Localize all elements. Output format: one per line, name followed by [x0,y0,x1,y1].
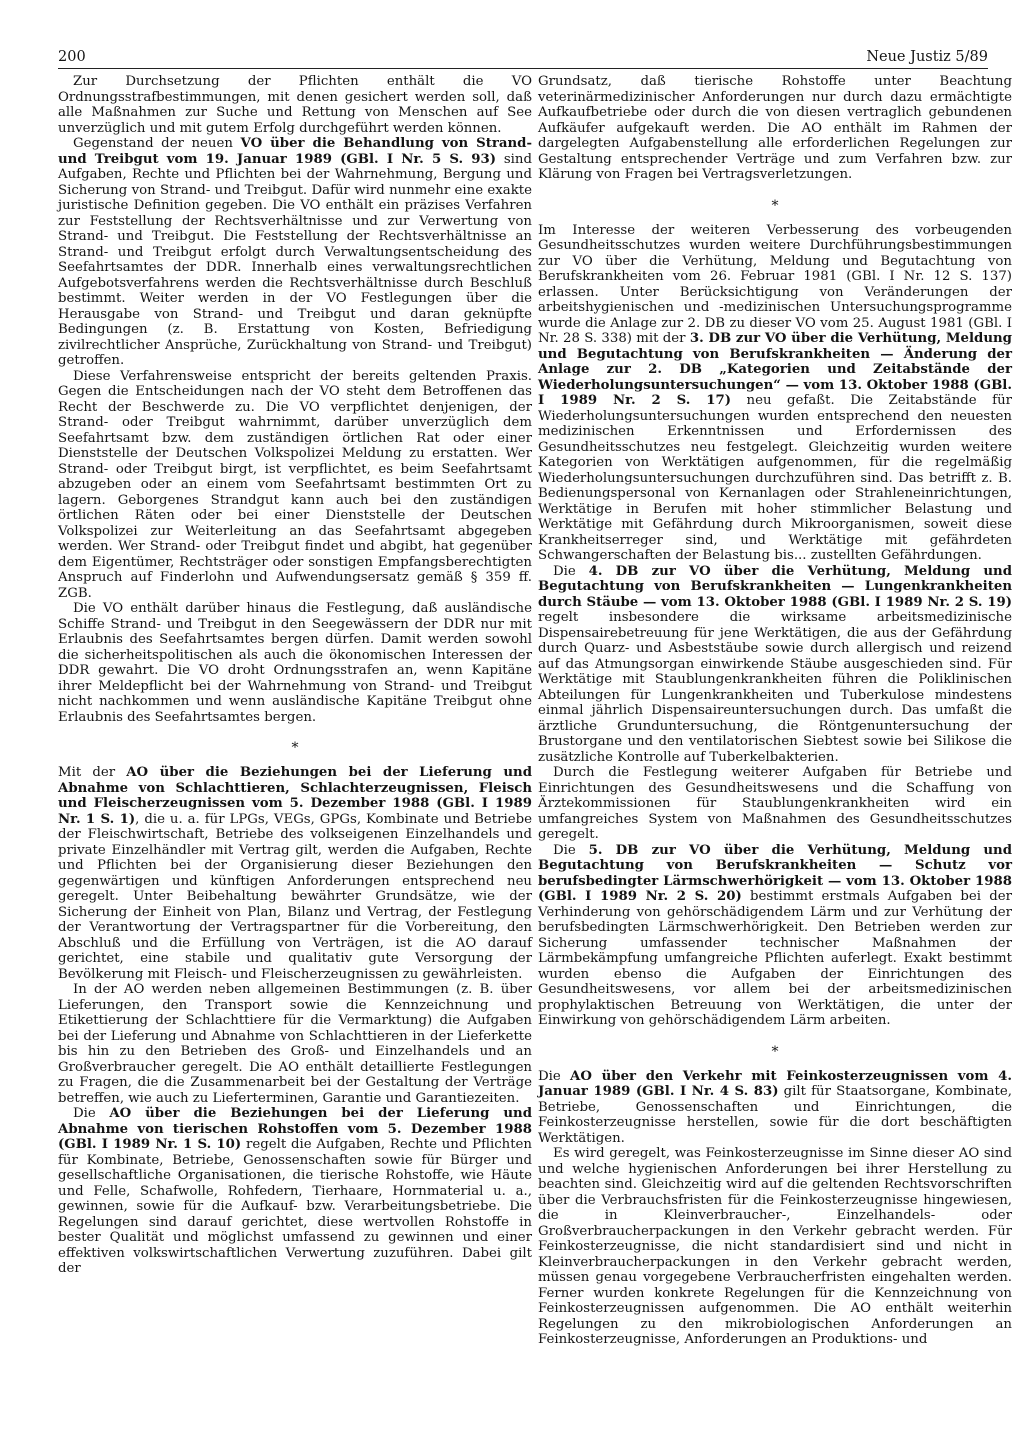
page-header [58,46,988,69]
paragraph: Grundsatz, daß tierische Rohstoffe unter Beachtung veterinärmedizinischer Anforderungen nur durch dazu ermächtigte Aufkaufbetriebe oder durch die von diesen vertraglich gebundenen Aufkäufer aufgekauft werden. Die AO enthält im Rahmen der dargelegten Aufgabenstellung alle erforderlichen Regelungen zur Gestaltung entsprechender Verträge und zum Verfahren bzw. zur Klärung von Fragen bei Vertragsverletzungen. [538,74,1012,182]
paragraph: Gegenstand der neuen VO über die Behandlung von Strand- und Treibgut vom 19. Januar 1989 (GBl. I Nr. 5 S. 93) sind Aufgaben, Rechte und Pflichten bei der Wahrnehmung, Bergung und Sicherung von Strand- und Treibgut. Dafür wird nunmehr eine exakte juristische Definition gegeben. Die VO enthält ein präzises Verfahren zur Feststellung der Rechtsverhältnisse und zur Verwertung von Strand- und Treibgut. Die Feststellung der Rechtsverhältnisse an Strand- und Treibgut erfolgt durch Verwaltungsentscheidung des Seefahrtsamtes der DDR. Innerhalb eines verwaltungsrechtlichen Aufgebotsverfahrens werden die Rechtsverhältnisse durch Beschluß bestimmt. Weiter werden in der VO Festlegungen über die Herausgabe von Strand- und Treibgut und daran geknüpfte Bedingungen (z. B. Erstattung von Kosten, Befriedigung zivilrechtlicher Ansprüche, Zurückhaltung von Strand- und Treibgut) getroffen. [58,136,532,368]
journal-issue: Neue Justiz 5/89 [866,49,988,65]
regulation-title: AO über die Beziehungen bei der Lieferung und Abnahme von Schlachttieren, Schlachterzeugnissen, Fleisch und Fleischerzeugnissen vom 5. Dezember 1988 (GBl. I 1989 Nr. 1 S. 1) [58,765,532,827]
regulation-title: 4. DB zur VO über die Verhütung, Meldung und Begutachtung von Berufskrankheiten — Lungenkrankheiten durch Stäube — vom 13. Oktober 1988 (GBl. I 1989 Nr. 2 S. 19) [538,563,1012,610]
paragraph: Die VO enthält darüber hinaus die Festlegung, daß ausländische Schiffe Strand- und Treibgut in den Seegewässern der DDR nur mit Erlaubnis des Seefahrtsamtes bergen dürfen. Damit werden sowohl die sicherheitspolitischen als auch die ökonomischen Interessen der DDR gewahrt. Die VO droht Ordnungsstrafen an, wenn Kapitäne ihrer Meldepflicht bei der Wahrnehmung von Strand- und Treibgut nicht nachkommen und wenn ausländische Kapitäne Treibgut ohne Erlaubnis des Seefahrtsamtes bergen. [58,601,532,725]
paragraph: Die 5. DB zur VO über die Verhütung, Meldung und Begutachtung von Berufskrankheiten — Schutz vor berufsbedingter Lärmschwerhörigkeit — vom 13. Oktober 1988 (GBl. I 1989 Nr. 2 S. 20) bestimmt erstmals Aufgaben bei der Verhinderung von gehörschädigendem Lärm und zur Verhütung der berufsbedingten Lärmschwerhörigkeit. Den Betrieben werden zur Sicherung umfassender technischer Maßnahmen der Lärmbekämpfung umfangreiche Pflichten auferlegt. Exakt bestimmt wurden ebenso die Aufgaben der Einrichtungen des Gesundheitswesens, vor allem bei der arbeitsmedizinischen prophylaktischen Betreuung von Werktätigen, die unter der Einwirkung von gehörschädigendem Lärm arbeiten. [538,842,1012,1028]
page-number: 200 [58,49,86,65]
paragraph: Die 4. DB zur VO über die Verhütung, Meldung und Begutachtung von Berufskrankheiten — Lungenkrankheiten durch Stäube — vom 13. Oktober 1988 (GBl. I 1989 Nr. 2 S. 19) regelt insbesondere die wirksame arbeitsmedizinische Dispensairebetreuung für jene Werktätigen, die aus der Gefährdung durch Quarz- und Asbeststäube sowie durch allergisch und reizend auf das Atmungsorgan einwirkende Stäube ausgeschieden sind. Für Werktätige mit Staublungenkrankheiten führen die Poliklinischen Abteilungen für Lungenkrankheiten und Tuberkulose mindestens einmal jährlich Dispensaireuntersuchungen durch. Das umfaßt die ärztliche Grunduntersuchung, die Röntgenuntersuchung der Brustorgane und den ventilatorischen Siebtest sowie bei Silikose die zusätzliche Kontrolle auf Tuberkelbakterien. [538,563,1012,765]
paragraph: In der AO werden neben allgemeinen Bestimmungen (z. B. über Lieferungen, den Transport sowie die Kennzeichnung und Etikettierung der Schlachttiere für die Vermarktung) die Aufgaben bei der Lieferung und Abnahme von Schlachttieren in der Lieferkette bis hin zu den Betrieben des Groß- und Einzelhandels und an Großverbraucher geregelt. Die AO enthält detaillierte Festlegungen zu Fragen, die die Zusammenarbeit bei der Gestaltung der Verträge betreffen, wie auch zu Lieferterminen, Garantie und Garantiezeiten. [58,982,532,1106]
right-column [538,74,1012,1348]
section-separator: * [771,197,779,214]
paragraph: Es wird geregelt, was Feinkosterzeugnisse im Sinne dieser AO sind und welche hygienischen Anforderungen bei ihrer Herstellung zu beachten sind. Gleichzeitig wird auf die geltenden Rechtsvorschriften über die Verbrauchsfristen für die Feinkosterzeugnisse hingewiesen, die in Kleinverbraucher-, Einzelhandels- oder Großverbraucherpackungen in den Verkehr gebracht werden. Für Feinkosterzeugnisse, die nicht standardisiert sind und nicht in Kleinverbraucherpackungen in den Verkehr gebracht werden, müssen genau vorgegebene Verbraucherfristen eingehalten werden. Ferner wurden konkrete Regelungen für die Kennzeichnung von Feinkosterzeugnissen aufgenommen. Die AO enthält weiterhin Regelungen zu den mikrobiologischen Anforderungen an Feinkosterzeugnisse, Anforderungen an Produktions- und [538,1146,1012,1347]
paragraph: Die AO über den Verkehr mit Feinkosterzeugnissen vom 4. Januar 1989 (GBl. I Nr. 4 S. 83) gilt für Staatsorgane, Kombinate, Betriebe, Genossenschaften und Einrichtungen, die Feinkosterzeugnisse herstellen, sowie für die dort beschäftigten Werktätigen. [538,1068,1012,1146]
paragraph: Durch die Festlegung weiterer Aufgaben für Betriebe und Einrichtungen des Gesundheitswesens und die Schaffung von Ärztekommissionen für Staublungenkrankheiten wird ein umfangreiches System von Maßnahmen des Gesundheitsschutzes geregelt. [538,765,1012,842]
regulation-title: AO über den Verkehr mit Feinkosterzeugnissen vom 4. Januar 1989 (GBl. I Nr. 4 S. 83) [538,1068,1012,1099]
paragraph: Diese Verfahrensweise entspricht der bereits geltenden Praxis. Gegen die Entscheidungen nach der VO steht dem Betroffenen das Recht der Beschwerde zu. Die VO verpflichtet denjenigen, der Strand- oder Treibgut wahrnimmt, darüber unverzüglich dem Seefahrtsamt bzw. dem zuständigen örtlichen Rat oder einer Dienststelle der Deutschen Volkspolizei Meldung zu erstatten. Wer Strand- oder Treibgut birgt, ist verpflichtet, es beim Seefahrtsamt abzugeben oder an einem vom Seefahrtsamt bestimmten Ort zu lagern. Geborgenes Strandgut kann auch bei den zuständigen örtlichen Räten oder bei einer Dienststelle der Deutschen Volkspolizei zur Weiterleitung an das Seefahrtsamt abgegeben werden. Wer Strand- oder Treibgut findet und abgibt, hat gegenüber dem Eigentümer, Rechtsträger oder sonstigen Empfangsberechtigten Anspruch auf Finderlohn und Aufwendungsersatz gemäß § 359 ff. ZGB. [58,368,532,601]
regulation-title: AO über die Beziehungen bei der Lieferung und Abnahme von tierischen Rohstoffen vom 5. Dezember 1988 (GBl. I 1989 Nr. 1 S. 10) [58,1106,532,1152]
paragraph: Im Interesse der weiteren Verbesserung des vorbeugenden Gesundheitsschutzes wurden weitere Durchführungsbestimmungen zur VO über die Verhütung, Meldung und Begutachtung von Berufskrankheiten vom 26. Februar 1981 (GBl. I Nr. 12 S. 137) erlassen. Unter Berücksichtigung von Veränderungen der arbeitshygienischen und -medizinischen Untersuchungsprogramme wurde die Anlage zur 2. DB zu dieser VO vom 25. August 1981 (GBl. I Nr. 28 S. 338) mit der 3. DB zur VO über die Verhütung, Meldung und Begutachtung von Berufskrankheiten — Änderung der Anlage zur 2. DB „Kategorien und Zeitabstände der Wiederholungsuntersuchungen“ — vom 13. Oktober 1988 (GBl. I 1989 Nr. 2 S. 17) neu gefaßt. Die Zeitabstände für Wiederholungsuntersuchungen wurden entsprechend den neuesten medizinischen Erkenntnissen und Erfordernissen des Gesundheitsschutzes neu festgelegt. Gleichzeitig wurden weitere Kategorien von Werktätigen aufgenommen, für die regelmäßig Wiederholungsuntersuchungen durchzuführen sind. Das betrifft z. B. Bedienungspersonal von Kernanlagen oder Strahleneinrichtungen, Werktätige in Berufen mit hoher stimmlicher Belastung und Werktätige mit Gefährdung durch Mikroorganismen, soweit diese Krankheitserreger sind, und Werktätige mit gefährdeten Schwangerschaften der Belastung bis... zustellten Gefährdungen. [538,222,1012,563]
section-separator: * [291,740,299,756]
paragraph: Die AO über die Beziehungen bei der Lieferung und Abnahme von tierischen Rohstoffen vom 5. Dezember 1988 (GBl. I 1989 Nr. 1 S. 10) regelt die Aufgaben, Rechte und Pflichten für Kombinate, Betriebe, Genossenschaften sowie für Bürger und gesellschaftliche Organisationen, die tierische Rohstoffe, wie Häute und Felle, Schafwolle, Rohfedern, Tierhaare, Hornmaterial u. a., gewinnen, sowie für die Aufkauf- bzw. Verarbeitungsbetriebe. Die Regelungen sind darauf gerichtet, diese wertvollen Rohstoffe in bester Qualität und möglichst umfassend zu gewinnen und einer effektiven volkswirtschaftlichen Verwertung zuzuführen. Dabei gilt der [58,1106,532,1276]
regulation-title: VO über die Behandlung von Strand- und Treibgut vom 19. Januar 1989 (GBl. I Nr. 5 S. 93) [58,136,532,167]
section-separator: * [771,1043,779,1060]
paragraph: Mit der AO über die Beziehungen bei der Lieferung und Abnahme von Schlachttieren, Schlachterzeugnissen, Fleisch und Fleischerzeugnissen vom 5. Dezember 1988 (GBl. I 1989 Nr. 1 S. 1), die u. a. für LPGs, VEGs, GPGs, Kombinate und Betriebe der Fleischwirtschaft, Betriebe des volkseigenen Einzelhandels und private Einzelhändler mit Vertrag gilt, werden die Aufgaben, Rechte und Pflichten bei der Organisierung dieser Beziehungen den gegenwärtigen und künftigen Anforderungen entsprechend neu geregelt. Unter Beibehaltung bewährter Grundsätze, wie der Sicherung der Einheit von Plan, Bilanz und Vertrag, der Festlegung der Verantwortung der Vertragspartner für die Vorbereitung, den Abschluß und die Erfüllung von Verträgen, ist die AO darauf gerichtet, eine stabile und qualitativ gute Versorgung der Bevölkerung mit Fleisch- und Fleischerzeugnissen zu gewährleisten. [58,765,532,982]
paragraph: Zur Durchsetzung der Pflichten enthält die VO Ordnungsstrafbestimmungen, mit denen gesichert werden soll, daß alle Maßnahmen zur Suche und Rettung von Menschen auf See unverzüglich und mit gutem Erfolg durchgeführt werden können. [58,74,532,136]
regulation-title: 5. DB zur VO über die Verhütung, Meldung und Begutachtung von Berufskrankheiten — Schutz vor berufsbedingter Lärmschwerhörigkeit — vom 13. Oktober 1988 (GBl. I 1989 Nr. 2 S. 20) [538,842,1012,904]
left-column [58,74,532,1277]
regulation-title: 3. DB zur VO über die Verhütung, Meldung und Begutachtung von Berufskrankheiten — Änderung der Anlage zur 2. DB „Kategorien und Zeitabstände der Wiederholungsuntersuchungen“ — vom 13. Oktober 1988 (GBl. I 1989 Nr. 2 S. 17) [538,331,1012,408]
